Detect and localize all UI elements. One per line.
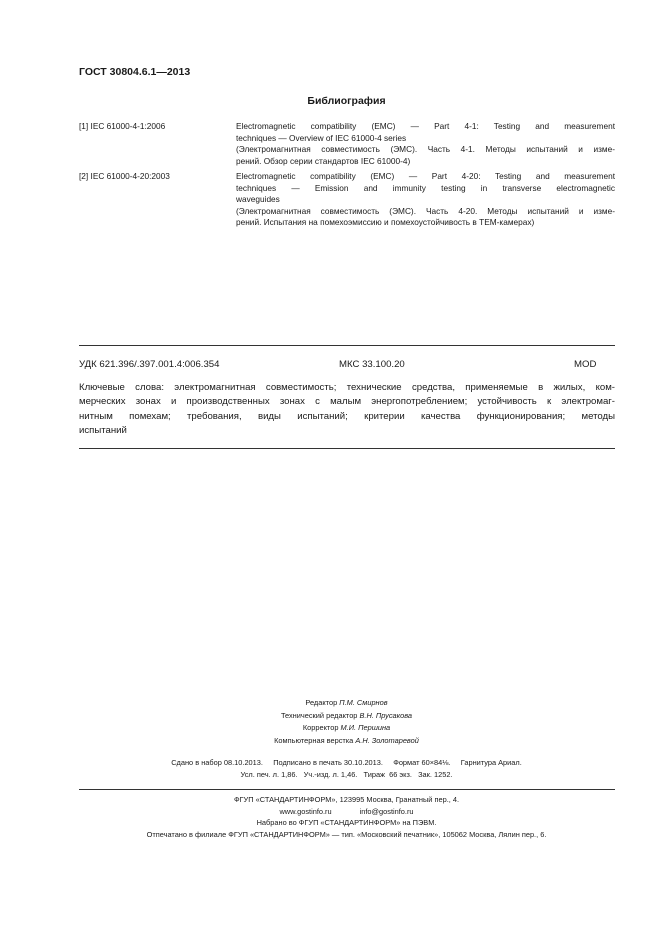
reference-line: (Электромагнитная совместимость (ЭМС). Часть 4-20. Методы испытаний и изме- [236,205,615,216]
keywords-line: нитным помехам; требования, виды испытаний; критерии качества функционирования; методы [79,410,615,422]
reference-line: techniques — Emission and immunity testing in transverse electromagnetic [236,182,615,193]
divider [79,789,615,790]
publisher-line: Набрано во ФГУП «СТАНДАРТИНФОРМ» на ПЭВМ. [256,818,437,828]
imprint-line: Усл. печ. л. 1,86. Уч.-изд. л. 1,46. Тираж 66 экз. Зак. 1252. [240,769,453,779]
reference-line: techniques — Overview of IEC 61000-4 series [236,132,407,143]
keywords [79,381,615,439]
publisher-line: Отпечатано в филиале ФГУП «СТАНДАРТИНФОРМ» — тип. «Московский печатник», 105062 Москва, Лялин пер., 6. [146,830,547,840]
reference-line: Electromagnetic compatibility (EMC) — Part 4-20: Testing and measurement [236,171,615,181]
credit-editor: Редактор П.М. Смирнов [305,698,388,707]
publisher-website[interactable]: www.gostinfo.ru [279,806,332,816]
divider [79,345,615,346]
divider [79,448,615,449]
credit-proofreader: Корректор М.И. Першина [302,723,391,733]
imprint [0,757,661,780]
imprint-line: Сдано в набор 08.10.2013. Подписано в печать 30.10.2013. Формат 60×84⅛. Гарнитура Ариал. [171,758,522,767]
udk-code: УДК 621.396/.397.001.4:006.354 [79,359,220,370]
publisher-contacts [0,806,661,818]
reference-line: (Электромагнитная совместимость (ЭМС). Часть 4-1. Методы испытаний и изме- [236,144,615,155]
publisher-email[interactable]: info@gostinfo.ru [359,806,414,816]
document-header: ГОСТ 30804.6.1—2013 [79,66,191,78]
publisher-line: ФГУП «СТАНДАРТИНФОРМ», 123995 Москва, Гранатный пер., 4. [233,795,460,804]
credit-layout: Компьютерная верстка А.Н. Золотаревой [274,735,419,745]
reference-line: waveguides [236,194,280,205]
mks-code: МКС 33.100.20 [339,359,405,370]
credits [0,697,661,747]
reference-line: рений. Испытания на помехоэмиссию и помехоустойчивость в ТЕМ-камерах) [236,217,535,228]
reference-number: [1] IEC 61000-4-1:2006 [79,121,166,131]
bibliography-title: Библиография [307,95,386,107]
publisher [0,794,661,841]
keywords-line: испытаний [79,425,127,437]
mod-label: MOD [574,359,597,370]
reference-body [236,121,615,167]
credit-tech-editor: Технический редактор В.Н. Прусакова [280,710,413,720]
reference-line: рений. Обзор серии стандартов IEC 61000-4) [236,155,411,166]
reference-number: [2] IEC 61000-4-20:2003 [79,171,170,181]
reference-body [236,171,615,229]
keywords-line: мерческих зонах и производственных зонах с малым энергопотреблением; устойчивость к электромаг- [79,396,615,408]
keywords-line: Ключевые слова: электромагнитная совместимость; технические средства, применяемые в жилых, ком- [79,382,615,393]
reference-line: Electromagnetic compatibility (EMC) — Part 4-1: Testing and measurement [236,121,615,131]
